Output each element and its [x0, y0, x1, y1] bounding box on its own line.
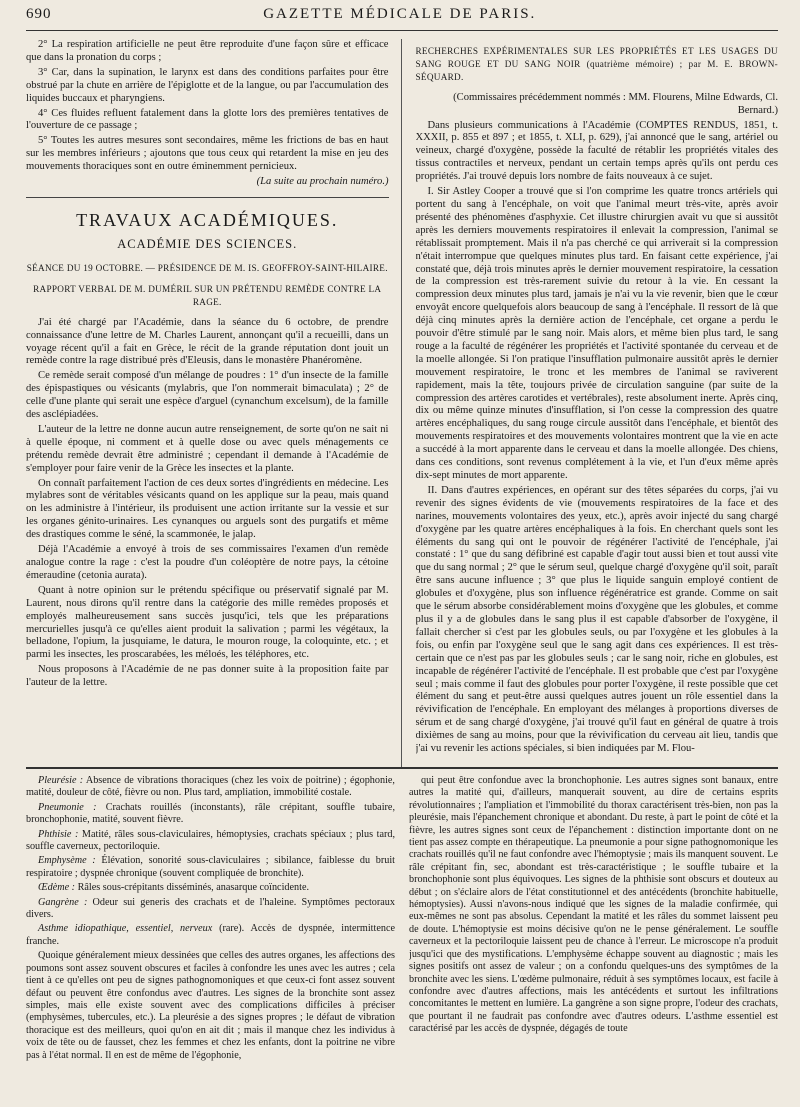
bottom-section [26, 769, 778, 1105]
commissaires-line: (Commissaires précédemment nommés : MM. Flourens, Milne Edwards, Cl. Bernard.) [453, 91, 778, 116]
symptom-paragraph [26, 897, 395, 922]
bottom-left-column [26, 775, 395, 1105]
paragraph: 3° Car, dans la supination, le larynx est dans des conditions parfaites pour être obstrué par la chute en arrière de l'épiglotte et de la langue, ou par l'accumulation des liquides buccaux et pharyngiens. [26, 66, 389, 104]
paragraph: Nous proposons à l'Académie de ne pas donner suite à la proposition faite par l'auteur de la lettre. [26, 664, 389, 689]
symptom-text: Élévation, sonorité sous-claviculaires ; sibilance, faiblesse du bruit respiratoire ; dyspnée chronique (souvent compliquée de bronchite). [26, 855, 395, 879]
section-title: TRAVAUX ACADÉMIQUES. [26, 197, 389, 231]
symptom-paragraph [26, 950, 395, 1062]
symptom-text: Râles sous-crépitants disséminés, anasarque coïncidente. [75, 882, 310, 894]
paragraph: L'auteur de la lettre ne donne aucun autre renseignement, de sorte qu'on ne sait ni à quelle époque, ni comment et à quelle dose ou avec quels ménagements ce prétendu remède devrait être administré ; cependant il demande à l'Académie de s'employer pour faire venir de la Grèce les insectes et la plante. [26, 423, 389, 474]
paragraph: On connaît parfaitement l'action de ces deux sortes d'ingrédients en médecine. Les mylabres sont de véritables vésicants quand on les applique sur la peau, mais quand on les administre à l'intérieur, ils produisent une action irritante sur la vessie et sur les organes génito-urinaires. Les cynanques ou arguels sont des purgatifs et même des drastiques comme le séné, la scammonée, le jalap. [26, 477, 389, 541]
paragraph: 5° Toutes les autres mesures sont secondaires, même les frictions de bas en haut sur les membres inférieurs ; ajoutons que tous ceux qui retardent la mise en jeu des mouvements thoraciques sont en outre éminemment pernicieux. [26, 135, 389, 173]
bottom-right-column [409, 775, 778, 1105]
paragraph: Ce remède serait composé d'un mélange de poudres : 1° d'un insecte de la famille des épispastiques ou vésicants (mylabris, que l'on nommerait bimaculata) ; 2° de celle d'une plante qui serait une espèce d'arguel (cynanchum excelsum), de la famille des asclépiadées. [26, 370, 389, 421]
symptom-text: Odeur sui generis des crachats et de l'haleine. Symptômes pectoraux divers. [26, 896, 395, 921]
paragraph: Dans plusieurs communications à l'Académie (COMPTES RENDUS, 1851, t. XXXII, p. 855 et 897 ; et 1855, t. XLI, p. 629), j'ai annoncé que le sang, artériel ou veineux, chargé d'oxygène, possède la faculté de rétablir les propriétés vitales des tissus contractiles et nerveux, pendant un certain temps après qu'ils ont perdu ces propriétés. J'ai trouvé depuis lors nombre de faits nouveaux à ce sujet. [415, 119, 778, 183]
symptom-paragraph [26, 802, 395, 827]
article-paragraphs [416, 120, 779, 756]
symptom-text: Matité, râles sous-claviculaires, hémoptysies, crachats spéciaux ; plus tard, souffle caverneux, pectoriloquie. [26, 828, 395, 853]
paragraph: qui peut être confondue avec la bronchophonie. Les autres signes sont banaux, entre autres la matité qui, d'ailleurs, manquerait souvent, au dire de certains esprits révolutionnaires ; l'ampliation et l'immobilité du thorax caractérisent très-bien, non pas la pleurésie, mais l'épanchement chronique et abondant. Du reste, à part le point de côté et la fièvre, les autres signes sont ceux de l'épanchement : distinction importante dont on ne tient pas assez compte en thérapeutique. La pneumonie a pour signe pathognomonique les crachats rouillés qu'il ne faut confondre avec l'hémoptysie ; mais ils manquent souvent. Le râle crépitant fin, sec, abondant est très-caractéristique ; le souffle tubaire et la bronchophonie sont plus équivoques. Les signes de la phthisie sont obscurs et douteux au début ; on s'éclaire alors de l'état constitutionnel et des antécédents (bronchite habituelle, hémoptysies). Aussi n'avons-nous indiqué que les signes de la maladie confirmée, qui eux-mêmes ne sont pas absolus. Cependant la matité et les râles du sommet laissent peu de doute. L'hémoptysie est moins décisive qu'on ne le pense généralement. Le souffle caverneux et la pectoriloquie laissent peu de chance à l'erreur. Le microscope n'a produit jusqu'ici que des mystifications. L'emphysème échappe souvent au diagnostic ; mais les signes positifs ont assez de valeur ; on a confondu quelques-uns des symptômes de la bronchite avec les siens. L'œdème pulmonaire, réduit à ses symptômes locaux, est facile à confondre avec d'autres affections, mais les antécédents et surtout les infiltrations concomitantes le mettent en lumière. La gangrène a son signe propre, l'odeur des crachats, que pourtant il ne faudrait pas confondre avec d'autres odeurs. L'asthme essentiel est caractérisé par les accès de dyspnée, dégagés de toute [409, 775, 778, 1035]
to-be-continued: (La suite au prochain numéro.) [256, 176, 389, 188]
paragraph: Quant à notre opinion sur le prétendu spécifique ou préservatif signalé par M. Laurent, nous dirons qu'il rentre dans la catégorie des mille remèdes proposés et employés malheureusement sans succès jusqu'ici, tels que les préparations mercurielles jusqu'à ce qu'elles aient produit la salivation ; parmi les végétaux, la belladone, l'opium, la jusquiame, le datura, le mouron rouge, la coloquinte, etc. ; et parmi les insectes, les proscarabées, les méloés, les téléphores, etc. [26, 584, 389, 661]
disease-term: Phthisie : [38, 828, 79, 840]
paragraph: II. Dans d'autres expériences, en opérant sur des têtes séparées du corps, j'ai vu revenir des signes évidents de vie (mouvements respiratoires de la face et des narines, mouvements volontaires des yeux, etc.), après avoir injecté du sang chargé d'oxygène par les quatre artères encéphaliques à la fois. En cherchant quels sont les éléments du sang qui ont le pouvoir de régénérer l'activité de l'encéphale, j'ai constaté : 1° que du sang défibriné est capable d'agir tout aussi bien et tout aussi vite que du sang normal ; 2° que le sérum seul, quelque chargé d'oxygène qu'il soit, paraît être sans aucune influence ; 3° que plus le liquide sanguin employé contient de globules et d'oxygène, plus son influence régénératrice est grande. Comme on sait que le sérum absorbe considérablement moins d'oxygène que les globules, et comme plus il y a de globules dans le sang plus il est capable d'absorber de l'oxygène, il fallait chercher si c'est par les globules seuls, ou par l'oxygène et les globules à la fois, ou enfin par l'oxygène seul que le sang agit dans ces expériences. Il est très-certain que ce n'est pas par les globules seuls ; car le sang noir, riche en globules, est incapable de régénérer l'activité de l'encéphale. Il est probable que c'est par l'oxygène seul ; mais comme il faut des globules pour porter l'oxygène, il reste possible que cet élément du sang et peut-être aussi quelques autres jouent un rôle essentiel dans la révivification de l'encéphale. En employant des mélanges à proportions diverses de sérum et de sang chargé d'oxygène, j'ai trouvé qu'il faut en général de quatre à trois dixièmes de sang au moins, pour que la révivification du cerveau ait lieu, tandis que j'ai vu revenir les actions spéciales, si bien indiquées par M. Flou- [415, 484, 778, 755]
journal-title: GAZETTE MÉDICALE DE PARIS. [263, 6, 537, 22]
symptom-paragraph [26, 829, 395, 854]
symptom-paragraph [26, 882, 395, 894]
symptom-text: Absence de vibrations thoraciques (chez les voix de poitrine) ; égophonie, matité, douleur de côté, fièvre ou non. Plus tard, ampliation, immobilité costale. [26, 775, 395, 799]
right-column [416, 39, 779, 767]
symptom-text: (rare). Accès de dyspnée, intermittence franche. [26, 923, 395, 947]
report-paragraphs [26, 317, 389, 690]
symptom-text: Crachats rouillés (inconstants), râle crépitant, souffle tubaire, bronchophonie, matité, souvent fièvre. [26, 801, 395, 826]
symptom-text: Quoique généralement mieux dessinées que celles des autres organes, les affections des poumons sont assez souvent obscures et faciles à confondre les unes avec les autres ; cela tient à ce qu'elles ont peu de signes pathognomoniques et que ceux-ci font assez souvent défaut ou peuvent être confondus avec d'autres. Les signes de la bronchite sont assez simples, mais elle existe souvent avec des complications difficiles à préciser (emphysèmes, tubercules, etc.). La pleurésie a des signes propres ; le défaut de vibration thoracique est des meilleurs, quoi qu'on en ait dit ; mais il manque chez les individus à voix de tête ou de fausset, chez les femmes et chez les enfants, dont la poitrine ne vibre pas à l'état normal. Il en est de même de l'égophonie, [26, 950, 395, 1061]
symptom-paragraph [26, 923, 395, 948]
paragraph: Déjà l'Académie a envoyé à trois de ses commissaires l'examen d'un remède analogue contre la rage : c'est la poudre d'un coléoptère de notre pays, la cétoine émeraudine (cetonia aurata). [26, 544, 389, 581]
disease-term: Gangrène : [38, 896, 88, 908]
disease-term: Œdème : [38, 882, 76, 894]
report-title: RAPPORT VERBAL DE M. DUMÉRIL SUR UN PRÉTENDU REMÈDE CONTRE LA RAGE. [33, 283, 382, 307]
paragraph: 4° Ces fluides refluent fatalement dans la glotte lors des premières tentatives de l'ouverture de ce passage ; [26, 107, 389, 132]
intro-paragraphs [26, 39, 389, 174]
top-section [26, 39, 778, 769]
symptom-paragraph [26, 855, 395, 880]
disease-term: Emphysème : [38, 855, 96, 867]
paragraph: I. Sir Astley Cooper a trouvé que si l'on comprime les quatre troncs artériels qui portent du sang à l'encéphale, on voit que l'animal meurt très-vite, après avoir présenté des phénomènes d'asphyxie. Cet illustre chirurgien avait vu que si aussitôt après les derniers mouvements respiratoires il enlevait la compression, l'animal se rétablissait promptement. Mais il n'a pas cherché ce qui arriverait si la compression n'était interrompue que quelques minutes plus tard. En faisant cette expérience, j'ai constaté que, déjà trois minutes après le dernier mouvement respiratoire, la cessation de la compression est très-rarement suivie du retour à la vie. En cessant la compression deux minutes plus tard, jamais je n'ai vu la vie revenir, bien que le cœur envoyât encore quelquefois alors beaucoup de sang à l'encéphale. Il ressort de là que déjà cinq minutes après la dernière action de l'encéphale, cet organe a perdu le pouvoir d'être stimulé par le sang noir. Mais alors, et même bien plus tard, le sang rouge a la faculté de régénérer les propriétés et l'activité spontanée du cerveau et de la moelle allongée. Si l'on pratique l'insufflation pulmonaire aussitôt après le dernier mouvement respiratoire, le tronc et les membres de l'animal se raviverent rapidement, mais la tête, toujours privée de circulation sanguine (par suite de la compression des artères carotides et vertébrales), reste absolument inerte. Après cinq, dix ou même quinze minutes d'insufflation, si l'on cesse la compression des quatre artères encéphaliques, du sang rouge circule aussitôt dans l'encéphale, et bientôt des mouvements respiratoires et des mouvements volontaires montrent que la vie en acte a succédé à la mort apparente dans le cerveau et dans la moelle allongée. Des chiens, dans ces conditions, sont revenus complétement à la vie, et l'un d'eux même après dix-sept minutes de mort apparente. [415, 186, 778, 481]
session-line: SÉANCE DU 19 OCTOBRE. — PRÉSIDENCE DE M. IS. GEOFFROY-SAINT-HILAIRE. [26, 262, 388, 273]
paragraph: J'ai été chargé par l'Académie, dans la séance du 6 octobre, de prendre connaissance d'une lettre de M. Charles Laurent, annonçant qu'il a recueilli, dans un voyage récent qu'il a fait en Grèce, le récit de la grande réputation dont jouit un remède contre la rage distribué près d'Eleusis, dans le monastère Phanéromène. [26, 316, 389, 367]
page-header [26, 6, 778, 31]
left-column [26, 39, 402, 767]
page-number: 690 [26, 6, 52, 22]
subsection-title: ACADÉMIE DES SCIENCES. [117, 236, 298, 251]
article-title: RECHERCHES EXPÉRIMENTALES SUR LES PROPRIÉTÉS ET LES USAGES DU SANG ROUGE ET DU SANG NOIR (quatrième mémoire) ; par M. E. BROWN-SÉQUARD. [415, 46, 778, 82]
disease-term: Pneumonie : [38, 801, 97, 813]
paragraph: 2° La respiration artificielle ne peut être reproduite d'une façon sûre et efficace que dans la pronation du corps ; [26, 39, 389, 63]
disease-term: Pleurésie : [38, 775, 84, 786]
disease-term: Asthme idiopathique, essentiel, nerveux [38, 923, 213, 935]
symptom-paragraph [26, 775, 395, 800]
